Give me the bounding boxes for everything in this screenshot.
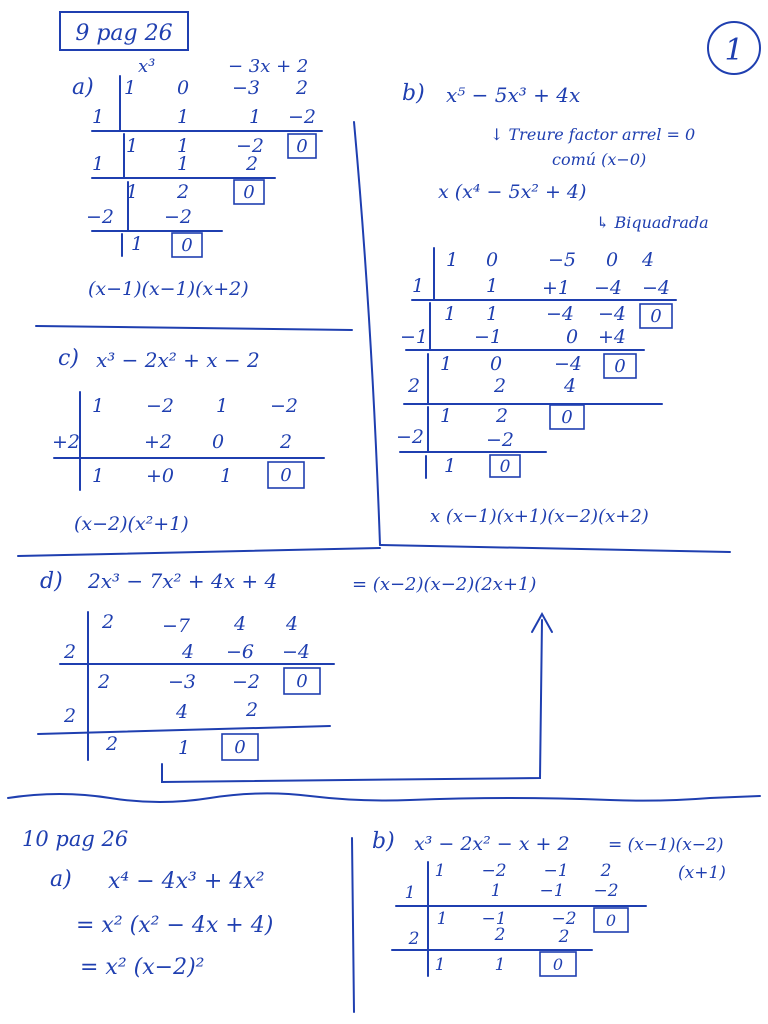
root-value: 1	[91, 153, 105, 175]
multiplied-value: 1	[490, 881, 502, 901]
result-value: −1	[481, 909, 507, 929]
ex9-part-c	[52, 346, 324, 535]
result-value: 1	[436, 909, 448, 929]
multiplied-value: −2	[163, 206, 193, 228]
result-value: 2	[176, 181, 190, 203]
remainder: 0	[296, 671, 308, 692]
coef: −5	[547, 249, 577, 271]
poly-remaining-terms: − 3x + 2	[228, 56, 309, 77]
factored-expression: x (x⁴ − 5x² + 4)	[438, 181, 587, 203]
result-value: 1	[439, 353, 453, 375]
coefficient-row	[101, 611, 298, 637]
root-value: −2	[395, 426, 425, 448]
polynomial: x⁵ − 5x³ + 4x	[446, 83, 581, 107]
result-link-arrow	[162, 620, 542, 782]
root-value: −1	[399, 326, 429, 348]
remainder: 0	[234, 737, 246, 758]
factorization: (x−2)(x²+1)	[74, 513, 189, 535]
coef: −3	[231, 77, 261, 99]
root-value: 1	[411, 275, 425, 297]
multiplied-value: −4	[281, 641, 311, 663]
multiplied-value: 1	[176, 153, 190, 175]
result-value: −2	[551, 909, 577, 929]
coefficient-row	[435, 861, 612, 881]
multiplied-value: +4	[597, 326, 627, 348]
coef: −2	[269, 395, 299, 417]
remainder: 0	[552, 955, 564, 974]
multiplied-value: 2	[494, 925, 506, 945]
coef: 1	[123, 77, 137, 99]
polynomial: x³ − 2x² − x + 2	[414, 833, 570, 855]
section-divider	[380, 545, 730, 552]
result-value: −4	[597, 303, 627, 325]
ex10-part-b	[372, 829, 726, 976]
root-value: +2	[51, 431, 81, 453]
coef: 2	[101, 611, 115, 633]
coefficient-row	[446, 249, 654, 271]
coef: −2	[481, 861, 507, 881]
result-value: 2	[105, 733, 119, 755]
coef: −2	[145, 395, 175, 417]
coefficient-row	[92, 395, 298, 417]
part-label: a)	[72, 75, 94, 100]
multiplied-value: −1	[473, 326, 503, 348]
remainder: 0	[243, 182, 255, 203]
result-value: 0	[489, 353, 503, 375]
multiplied-value: −6	[225, 641, 255, 663]
note-common-factor: ↓ Treure factor arrel = 0	[490, 125, 696, 144]
poly-leading-term: x³	[138, 56, 156, 77]
multiplied-value: 2	[245, 699, 259, 721]
division-line	[38, 726, 330, 734]
result-value: 1	[434, 955, 446, 975]
ex9-header: 9 pag 26	[75, 21, 173, 46]
coef: 1	[445, 249, 459, 271]
result-value: −4	[553, 353, 583, 375]
result-value: 1	[485, 303, 499, 325]
result-value: 1	[91, 465, 105, 487]
factorization: (x−1)(x−1)(x+2)	[88, 278, 249, 300]
multiplied-value: 4	[563, 375, 577, 397]
remainder: 0	[280, 465, 292, 486]
part-label: a)	[50, 867, 72, 892]
coef: 4	[641, 249, 655, 271]
multiplied-value: 1	[248, 106, 262, 128]
multiplied-value: 2	[279, 431, 293, 453]
result-value: 1	[125, 135, 139, 157]
root-value: 1	[404, 883, 416, 903]
multiplied-value: 2	[493, 375, 507, 397]
multiplied-value: 4	[175, 701, 189, 723]
result-value: 1	[443, 455, 457, 477]
multiplied-value: −4	[641, 277, 671, 299]
root-value: 2	[408, 929, 420, 949]
multiplied-value: −2	[485, 429, 515, 451]
multiplied-value: +1	[541, 277, 571, 299]
result-value: −3	[167, 671, 197, 693]
root-value: 2	[63, 705, 77, 727]
coef: 4	[285, 613, 299, 635]
result-value: 1	[177, 737, 191, 759]
result-value: +0	[145, 465, 175, 487]
coef: −7	[161, 615, 191, 637]
polynomial: 2x³ − 7x² + 4x + 4	[88, 569, 278, 593]
page-number: 1	[724, 33, 744, 68]
remainder: 0	[605, 911, 617, 930]
polynomial: x³ − 2x² + x − 2	[96, 348, 260, 372]
part-label: b)	[402, 81, 425, 106]
result-value: 1	[494, 955, 506, 975]
multiplied-value: 2	[245, 153, 259, 175]
multiplied-value: 0	[565, 326, 579, 348]
factorization: = (x−1)(x−2)	[608, 835, 724, 855]
ex9-part-d	[38, 569, 552, 782]
root-value: −2	[85, 206, 115, 228]
result-value: 1	[443, 303, 457, 325]
remainder: 0	[650, 306, 662, 327]
result-value: 1	[219, 465, 233, 487]
multiplied-value: −2	[593, 881, 619, 901]
result-value: −2	[231, 671, 261, 693]
root-value: 1	[91, 106, 105, 128]
remainder: 0	[561, 407, 573, 428]
result-value: −4	[545, 303, 575, 325]
expression-line-1: x⁴ − 4x³ + 4x²	[108, 869, 265, 894]
expression-line-2: = x² (x² − 4x + 4)	[76, 913, 274, 938]
coef: 4	[233, 613, 247, 635]
column-divider	[354, 122, 380, 545]
remainder: 0	[499, 457, 511, 477]
coef: 0	[605, 249, 619, 271]
part-label: c)	[58, 346, 79, 371]
multiplied-value: −4	[593, 277, 623, 299]
result-value: −2	[235, 135, 265, 157]
coefficient-row	[124, 77, 308, 99]
multiplied-value: 1	[176, 106, 190, 128]
ex9-part-b	[396, 81, 709, 527]
column-divider	[352, 838, 354, 1012]
root-value: 2	[63, 641, 77, 663]
note-common-factor-2: comú (x−0)	[552, 150, 647, 169]
multiplied-value: 0	[211, 431, 225, 453]
biquadratic-note: ↳ Biquadrada	[596, 213, 709, 232]
expression-line-3: = x² (x−2)²	[80, 955, 205, 980]
ex9-part-a	[72, 56, 322, 300]
remainder: 0	[181, 235, 193, 256]
ex10-header: 10 pag 26	[22, 827, 129, 851]
result-value: 2	[97, 671, 111, 693]
multiplied-value: 1	[485, 275, 499, 297]
factorization: x (x−1)(x+1)(x−2)(x+2)	[430, 506, 649, 527]
coef: 2	[600, 861, 612, 881]
coef: 2	[295, 77, 309, 99]
factorization-continued: (x+1)	[678, 863, 726, 883]
part-label: d)	[40, 569, 63, 594]
result-value: 2	[495, 405, 509, 427]
remainder: 0	[614, 356, 626, 377]
part-label: b)	[372, 829, 395, 854]
coef: 1	[91, 395, 105, 417]
section-divider	[18, 548, 380, 556]
coef: 0	[485, 249, 499, 271]
coef: 1	[215, 395, 229, 417]
ex10-part-a	[50, 867, 273, 980]
section-divider	[36, 326, 352, 330]
multiplied-value: −1	[539, 881, 565, 901]
coef: 1	[434, 861, 446, 881]
coef: 0	[176, 77, 190, 99]
multiplied-value: +2	[143, 431, 173, 453]
result-value: 1	[439, 405, 453, 427]
factorization: = (x−2)(x−2)(2x+1)	[352, 574, 537, 595]
remainder: 0	[296, 136, 308, 157]
wavy-divider	[8, 793, 760, 802]
result-value: 1	[176, 135, 190, 157]
result-value: 1	[125, 181, 139, 203]
root-value: 2	[407, 375, 421, 397]
multiplied-value: 4	[181, 641, 195, 663]
multiplied-value: 2	[558, 927, 570, 947]
coef: −1	[543, 861, 569, 881]
multiplied-value: −2	[287, 106, 317, 128]
result-value: 1	[130, 233, 144, 255]
